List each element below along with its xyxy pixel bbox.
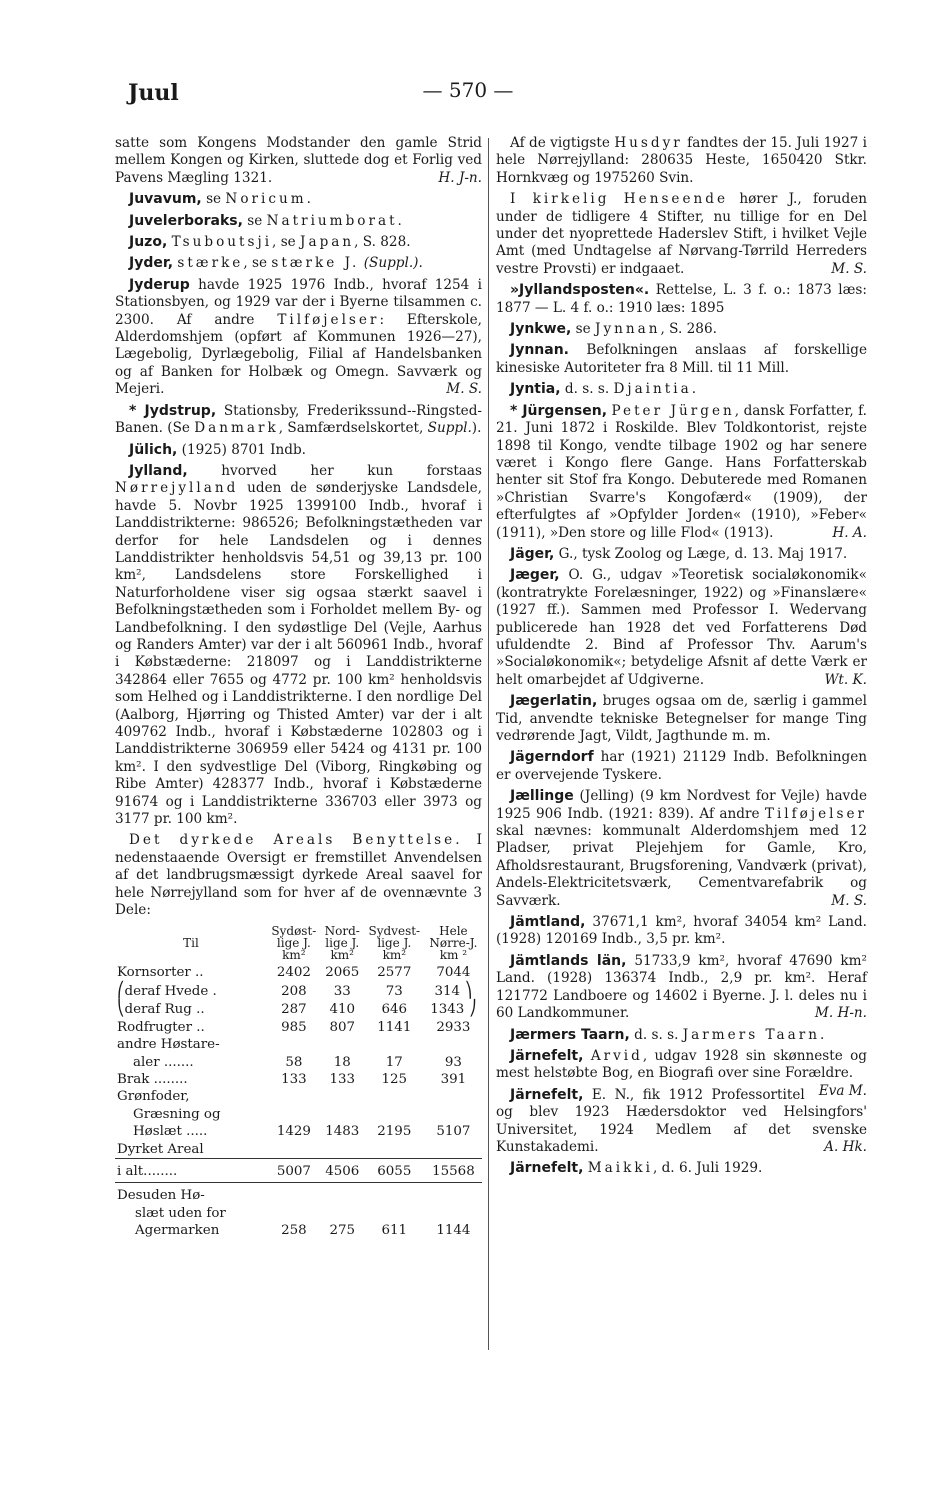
table-row	[115, 1141, 482, 1159]
entry-jylland: Jylland, hvorved her kun forstaas Nørrejylland uden de sønderjyske Landsdele, havde 5. Novbr 1925 1399100 Indb., hvoraf i Landdistrikterne: 986526; Befolkningstætheden var derfor for hele Landsdelen og i dennes Landdistrikter henholdsvis 54,51 og 39,13 pr. 100 km², Landsdelens store Forskellighed i Naturforholdene viser sig ogsaa stærkt saavel i Befolkningstætheden som i Forholdet mellem By- og Landbefolkning. I den sydøstlige Del (Vejle, Aarhus og Randers Amter) var der i alt 560961 Indb., hvoraf i Købstæderne: 218097 og i Landdistrikterne 342864 eller 7655 og 4772 pr. 100 km² henholdsvis som Helhed og i Landdistrikterne. I den nordlige Del (Aalborg, Hjørring og Thisted Amter) var der i alt 409762 Indb., hvoraf i Købstæderne 102803 og i Landdistrikterne 306959 eller 5424 og 4131 pr. 100 km². I den sydvestlige Del (Viborg, Ringkøbing og Ribe Amter) 428377 Indb., hvoraf i Købstæderne 91674 og i Landdistrikterne 336703 eller 3973 og 3177 pr. 100 km².	[115, 462, 482, 828]
row-label: Dyrket Areal	[117, 1141, 204, 1157]
entry-continuation: satte som Kongens Modstander den gamle Strid mellem Kongen og Kirken, sluttede dog et Forlig ved Pavens Mægling 1321. H. J-n.	[115, 135, 482, 186]
entry-jaegerlatin: Jægerlatin, bruges ogsaa om de, særlig i gammel Tid, anvendte tekniske Betegnelser for mange Ting vedrørende Jagt, Vildt, Jagthunde m. m.	[496, 693, 867, 744]
table-cell: 93	[444, 1054, 462, 1070]
row-label: Grønfoder,	[117, 1089, 190, 1105]
table-row	[115, 1088, 482, 1105]
entry-juvelerboraks: Juvelerboraks, se Natriumborat.	[129, 212, 402, 229]
entry-jagerndorf: Jägerndorf har (1921) 21129 Indb. Befolkningen er overvejende Tyskere.	[496, 749, 867, 783]
entry-jyntia: Jyntia, d. s. s. Djaintia.	[510, 381, 697, 398]
bracket-glyph: ⎝	[117, 999, 125, 1018]
table-cell	[364, 1141, 425, 1159]
table-cell: 611	[364, 1183, 425, 1240]
table-cell	[425, 1036, 482, 1053]
table-cell	[321, 1036, 364, 1053]
cross-reference[interactable]: Natriumborat	[266, 212, 398, 229]
table-cell: 985	[281, 1019, 307, 1035]
entry-jyderup: Jyderup havde 1925 1976 Indb., hvoraf 1254 i Stationsbyen, og 1929 var der i Byerne tilsammen c. 2300. Af andre Tilføjelser: Efterskole, Alderdomshjem (opført af Kommunen 1926—27), Lægebolig, Dyrlægebolig, Filial af Handelsbanken og af Banken for Holbæk og Omegn. Savværk og Mejeri. M. S.	[115, 276, 482, 398]
table-cell: 4506	[321, 1158, 364, 1182]
table-row	[115, 1054, 482, 1071]
running-header-word: Juul	[128, 80, 179, 106]
table-body	[115, 964, 482, 1239]
table-cell: 33	[333, 983, 351, 999]
entry-juvavum: Juvavum, se Noricum.	[129, 191, 311, 208]
col-header-hele: Hele Nørre-J. km ²	[429, 924, 478, 963]
entry-jurgensen: * Jürgensen, Peter Jürgen, dansk Forfatter, f. 21. Juni 1872 i Roskilde. Blev Toldkontorist, rejste 1898 til Kongo, vendte tilbage 1902 og har senere været i Kongo flere Gange. Hans Forfatterskab henter sit Stof fra Kongo. Debuterede med Romanen »Christian Svarre's Kongofærd« (1909), der efterfulgtes af »Opfylder Jorden« (1910), »Feber« (1911), »Den store og lille Flod« (1913). H. A.	[496, 402, 867, 541]
table-cell: 807	[329, 1019, 356, 1035]
entry-husdyr: Af de vigtigste Husdyr fandtes der 15. Juli 1927 i hele Nørrejylland: 280635 Heste, 1650420 Stkr. Hornkvæg og 1975260 Svin.	[496, 135, 867, 186]
entry-jynnan: Jynnan. Befolkningen anslaas af forskellige kinesiske Autoriteter fra 8 Mill. til 11 Mill.	[496, 342, 867, 376]
table-row	[115, 1071, 482, 1088]
table-cell: 133	[281, 1071, 307, 1087]
table-cell: 208	[281, 983, 307, 999]
cross-reference[interactable]: Jarmers Taarn	[682, 1026, 820, 1043]
table-cell: 2065	[325, 965, 360, 981]
table-cell: 2933	[436, 1019, 471, 1035]
page-number: — 570 —	[422, 78, 514, 102]
table-cell: 1429	[276, 1124, 311, 1140]
entry-jarnefelt-en: Järnefelt, E. N., fik 1912 Professortitel og blev 1923 Hædersdoktor ved Helsingfors' Universitet, 1924 Medlem af det svenske Kunstakademi. A. Hk.	[496, 1086, 867, 1155]
table-cell: 5007	[267, 1158, 321, 1182]
table-row	[115, 964, 482, 981]
row-label: Rodfrugter ..	[117, 1019, 205, 1035]
table-row-extra	[115, 1183, 482, 1240]
section-areal: Det dyrkede Areals Benyttelse. I nedenstaaende Oversigt er fremstillet Anvendelsen af det landbrugsmæssigt dyrkede Areal saavel for hele Nørrejylland som for hver af de ovennævnte 3 Dele:	[115, 832, 482, 919]
table-cell: 258	[267, 1183, 321, 1240]
entry-kirkelig: I kirkelig Henseende hører J., foruden under de tidligere 4 Stifter, nu tillige for en Del under det nyoprettede Haderslev Stift, i hvilket Vejle Amt (med Undtagelse af Nørvang-Tørrild Herreders vestre Provsti) er indgaaet. M. S.	[496, 191, 867, 277]
table-cell: 133	[329, 1071, 356, 1087]
row-label: ⎛deraf Hvede .	[117, 980, 217, 999]
row-label: ⎝deraf Rug ..	[117, 999, 205, 1018]
table-cell	[321, 1088, 364, 1105]
table-cell: 275	[321, 1183, 364, 1240]
table-cell: 18	[333, 1054, 351, 1070]
row-label: aler .......	[133, 1054, 194, 1070]
table-row	[115, 1106, 482, 1123]
table-cell	[267, 1036, 321, 1053]
right-column	[496, 135, 867, 1182]
entry-jynkwe: Jynkwe, se Jynnan, S. 286.	[510, 321, 717, 338]
entry-jyder: Jyder, stærke, se stærke J. (Suppl.).	[129, 255, 423, 272]
table-cell: 125	[381, 1071, 408, 1087]
table-cell: 2402	[276, 965, 311, 981]
row-label: Høslæt .....	[133, 1124, 208, 1140]
table-cell: 15568	[425, 1158, 482, 1182]
row-label: Græsning og	[133, 1106, 221, 1122]
table-cell: 1141	[377, 1019, 412, 1035]
row-label: Kornsorter ..	[117, 965, 204, 981]
table-cell	[364, 1088, 425, 1105]
table-row	[115, 1000, 482, 1018]
left-column	[115, 135, 482, 1240]
entry-julich: Jülich, (1925) 8701 Indb.	[129, 441, 306, 458]
table-cell: 7044	[436, 965, 471, 981]
table-cell: 58	[285, 1054, 303, 1070]
table-cell: 5107	[436, 1124, 471, 1140]
bracket-glyph: ⎞	[460, 980, 473, 999]
table-cell: 17	[385, 1054, 403, 1070]
column-divider	[488, 138, 489, 1350]
table-cell	[321, 1141, 364, 1159]
entry-jaeger-og: Jæger, O. G., udgav »Teoretisk socialøkonomik« (kontratrykte Forelæsninger, 1922) og »Finanslære« (1927 ff.). Sammen med Professor I. Wedervang publicerede han 1928 det ved Forfatterens Død ufuldendte 2. Bind af Professor Thv. Aarum's »Socialøkonomik«; betydelige Afsnit af dette Værk er helt omarbejdet af Udgiverne. Wt. K.	[496, 567, 867, 688]
entry-jarnefelt-arvid: Järnefelt, Arvid, udgav 1928 sin skønneste og mest helstøbte Bog, en Biografi over sine Forældre. Eva M.	[496, 1047, 867, 1099]
table-cell	[267, 1106, 321, 1123]
table-row	[115, 1123, 482, 1140]
table-cell	[267, 1141, 321, 1159]
table-cell: 1483	[325, 1124, 360, 1140]
cross-reference[interactable]: Djaintia	[613, 381, 692, 398]
table-header	[115, 925, 482, 964]
entry-jager-g: Jäger, G., tysk Zoolog og Læge, d. 13. Maj 1917.	[510, 545, 848, 562]
row-label: andre Høstare-	[117, 1037, 220, 1053]
table-cell: 314 ⎞	[434, 980, 473, 999]
table-cell: 73	[385, 983, 403, 999]
entry-juzo: Juzo, Tsuboutsji, se Japan, S. 828.	[129, 234, 411, 251]
entry-jyllandsposten: »Jyllandsposten«. Rettelse, L. 3 f. o.: 1873 læs: 1877 — L. 4 f. o.: 1910 læs: 1895	[496, 282, 867, 316]
table-cell: 6055	[364, 1158, 425, 1182]
entry-jarnefelt-maikki: Järnefelt, Maikki, d. 6. Juli 1929.	[510, 1160, 763, 1177]
cross-reference[interactable]: stærke J.	[271, 255, 360, 272]
table-cell: 1343 ⎠	[430, 999, 477, 1018]
table-cell: 1144	[425, 1183, 482, 1240]
entry-jaellinge: Jællinge (Jelling) (9 km Nordvest for Vejle) havde 1925 906 Indb. (1921: 839). Af andre Tilføjelser skal nævnes: kommunalt Alderdomshjem med 12 Pladser, privat Plejehjem for Gamle, Kro, Afholdsrestaurant, Brugsforening, Vandværk (privat), Andels-Elektricitetsværk, Cementvarefabrik og Savværk. M. S.	[496, 788, 867, 909]
cross-reference[interactable]: Jynnan	[595, 321, 661, 338]
table-cell: 2195	[377, 1124, 412, 1140]
table-row	[115, 982, 482, 1000]
table-cell	[321, 1106, 364, 1123]
table-cell: 410	[329, 1002, 356, 1018]
cross-reference[interactable]: Noricum	[225, 191, 307, 208]
col-header-sydvestlige: Sydvest- lige J. km²	[368, 924, 421, 963]
row-label: i alt........	[115, 1158, 267, 1182]
entry-jamtland: Jämtland, 37671,1 km², hvoraf 34054 km² Land. (1928) 120169 Indb., 3,5 pr. km².	[496, 914, 867, 948]
col-header-sydostlige: Sydøst- lige J. km²	[271, 924, 317, 963]
table-cell: 2577	[377, 965, 412, 981]
table-row-total	[115, 1158, 482, 1182]
table-cell	[364, 1036, 425, 1053]
table-cell	[425, 1106, 482, 1123]
cross-reference[interactable]: Danmark	[194, 420, 279, 437]
bracket-glyph: ⎛	[117, 980, 125, 999]
col-header-til: Til	[183, 936, 199, 951]
entry-jydstrup: * Jydstrup, Stationsby, Frederikssund--Ringsted-Banen. (Se Danmark, Samfærdselskortet, Suppl.).	[115, 402, 482, 437]
entry-jaermers-taarn: Jærmers Taarn, d. s. s. Jarmers Taarn.	[510, 1026, 825, 1043]
entry-jamtlands-lan: Jämtlands län, 51733,9 km², hvoraf 47690 km² Land. (1928) 136374 Indb., 2,9 pr. km². Heraf 121772 Landboere og 14602 i Byerne. J. l. deles nu i 60 Landkommuner. M. H-n.	[496, 952, 867, 1022]
cross-reference[interactable]: Japan	[300, 234, 355, 251]
bracket-glyph: ⎠	[464, 999, 477, 1018]
table-cell	[425, 1141, 482, 1159]
table-cell	[425, 1088, 482, 1105]
table-cell: 646	[381, 1002, 408, 1018]
table-cell: 287	[281, 1002, 307, 1018]
col-header-nordlige: Nord- lige J. km²	[324, 924, 360, 963]
row-label: Brak ........	[117, 1071, 188, 1087]
row-label: Desuden Hø- slæt uden for Agermarken	[115, 1183, 267, 1240]
table-cell	[364, 1106, 425, 1123]
table-cell	[267, 1088, 321, 1105]
land-use-table	[115, 925, 482, 1239]
table-cell: 391	[440, 1071, 467, 1087]
table-row	[115, 1019, 482, 1036]
table-row	[115, 1036, 482, 1053]
